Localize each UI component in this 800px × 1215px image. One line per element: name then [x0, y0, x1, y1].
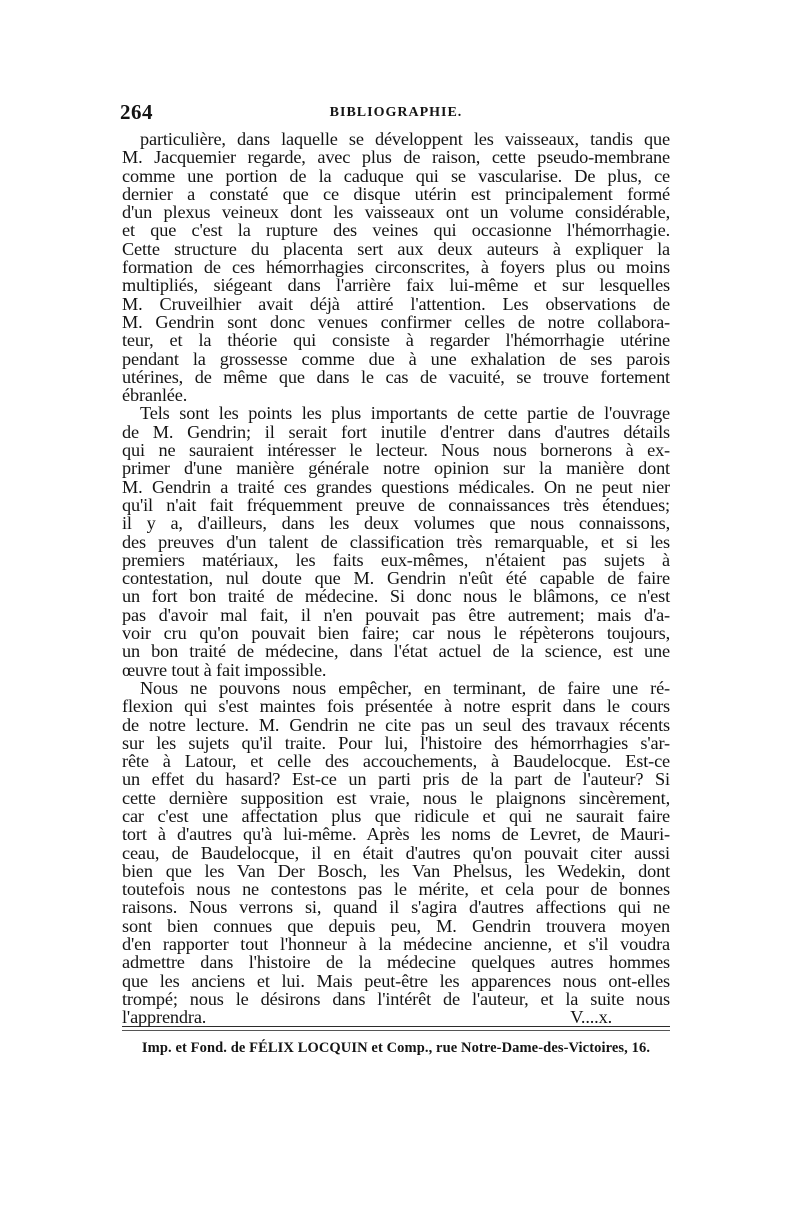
text-line: des preuves d'un talent de classification très remarquable, et si les	[122, 531, 670, 552]
closing-text: l'apprendra.	[122, 1007, 207, 1028]
text-line: M. Gendrin sont donc venues confirmer celles de notre collabora-	[122, 311, 670, 332]
text-line: toutefois nous ne contestons pas le mérite, et cela pour de bonnes	[122, 879, 670, 900]
text-line: M. Jacquemier regarde, avec plus de raison, cette pseudo-membrane	[122, 147, 670, 168]
text-line: rête à Latour, et celle des accouchements, à Baudelocque. Est-ce	[122, 751, 670, 772]
text-line: qu'il n'ait fait fréquemment preuve de connaissances très étendues;	[122, 494, 670, 515]
text-line: œuvre tout à fait impossible.	[122, 659, 327, 680]
text-line: dernier a constaté que ce disque utérin est principalement formé	[122, 183, 670, 204]
text-line	[122, 1008, 670, 1026]
printer-imprint: Imp. et Fond. de FÉLIX LOCQUIN et Comp., rue Notre-Dame-des-Victoires, 16.	[141, 1040, 651, 1056]
footer-rule	[122, 1026, 670, 1027]
text-line: Tels sont les points les plus importants de cette partie de l'ouvrage	[140, 403, 670, 424]
paragraph	[122, 679, 670, 1027]
page-header	[120, 100, 672, 128]
text-line: tort à d'autres qu'à lui-même. Après les noms de Levret, de Mauri-	[122, 824, 670, 845]
text-line: Nous ne pouvons nous empêcher, en terminant, de faire une ré-	[140, 677, 670, 698]
text-line: cette dernière supposition est vraie, nous le plaignons sincèrement,	[122, 787, 670, 808]
text-line: flexion qui s'est maintes fois présentée à notre esprit dans le cours	[122, 696, 670, 717]
text-line: sont bien connues que depuis peu, M. Gendrin trouvera moyen	[122, 915, 670, 936]
text-line: utérines, de même que dans le cas de vacuité, se trouve fortement	[122, 366, 670, 387]
text-line: qui ne sauraient intéresser le lecteur. Nous nous bornerons à ex-	[122, 440, 670, 461]
text-line: ceau, de Baudelocque, il en était d'autres qu'on pouvait citer aussi	[122, 842, 670, 863]
text-line: comme une portion de la caduque qui se vascularise. De plus, ce	[122, 165, 670, 186]
text-line: contestation, nul doute que M. Gendrin n'eût été capable de faire	[122, 568, 670, 589]
text-line: admettre dans l'histoire de la médecine quelques autres hommes	[122, 952, 670, 973]
text-line: un fort bon traité de médecine. Si donc nous le blâmons, ce n'est	[122, 586, 670, 607]
text-line: de notre lecture. M. Gendrin ne cite pas un seul des travaux récents	[122, 714, 670, 735]
author-signature: V....x.	[570, 1007, 612, 1028]
text-line: de M. Gendrin; il serait fort inutile d'entrer dans d'autres détails	[122, 421, 670, 442]
text-line: sur les sujets qu'il traite. Pour lui, l'histoire des hémorrhagies s'ar-	[122, 732, 670, 753]
text-line: un effet du hasard? Est-ce un parti pris de la part de l'auteur? Si	[122, 769, 670, 790]
text-line: voir cru qu'on pouvait bien faire; car nous le répèterons toujours,	[122, 623, 670, 644]
text-line: pas d'avoir mal fait, il n'en pouvait pas être autrement; mais d'a-	[122, 604, 670, 625]
text-line: pendant la grossesse comme due à une exhalation de ses parois	[122, 348, 670, 369]
text-line: d'un plexus veineux dont les vaisseaux ont un volume considérable,	[122, 202, 670, 223]
paragraph	[122, 130, 670, 404]
text-line: formation de ces hémorrhagies circonscrites, à foyers plus ou moins	[122, 257, 670, 278]
text-line: et que c'est la rupture des veines qui occasionne l'hémorrhagie.	[122, 220, 670, 241]
text-line: que les anciens et lui. Mais peut-être les apparences nous ont-elles	[122, 970, 670, 991]
text-line: raisons. Nous verrons si, quand il s'agira d'autres affections qui ne	[122, 897, 670, 918]
body-text	[122, 130, 670, 1027]
text-line: M. Gendrin a traité ces grandes questions médicales. On ne peut nier	[122, 476, 670, 497]
text-line: M. Cruveilhier avait déjà attiré l'attention. Les observations de	[122, 293, 670, 314]
paragraph	[122, 404, 670, 678]
text-line: Cette structure du placenta sert aux deux auteurs à expliquer la	[122, 238, 670, 259]
text-line: particulière, dans laquelle se développent les vaisseaux, tandis que	[140, 129, 670, 149]
page-number: 264	[120, 100, 153, 124]
text-line: bien que les Van Der Bosch, les Van Phelsus, les Wedekin, dont	[122, 860, 670, 881]
text-line: premiers matériaux, les faits eux-mêmes, n'étaient pas sujets à	[122, 549, 670, 570]
text-line: trompé; nous le désirons dans l'intérêt de l'auteur, et la suite nous	[122, 988, 670, 1009]
text-line: teur, et la théorie qui consiste à regarder l'hémorrhagie utérine	[122, 330, 670, 351]
text-line: primer d'une manière générale notre opinion sur la manière dont	[122, 458, 670, 479]
text-line: il y a, d'ailleurs, dans les deux volumes que nous connaissons,	[122, 513, 670, 534]
running-head: BIBLIOGRAPHIE.	[329, 105, 463, 120]
text-line: ébranlée.	[122, 385, 188, 406]
text-line: d'en rapporter tout l'honneur à la médecine ancienne, et s'il voudra	[122, 934, 670, 955]
text-line: multipliés, siégeant dans l'arrière faix lui-même et sur lesquelles	[122, 275, 670, 296]
footer-rule-thin	[122, 1030, 670, 1031]
text-line: un bon traité de médecine, dans l'état actuel de la science, est une	[122, 641, 670, 662]
text-line: car c'est une affectation plus que ridicule et qui ne saurait faire	[122, 805, 670, 826]
